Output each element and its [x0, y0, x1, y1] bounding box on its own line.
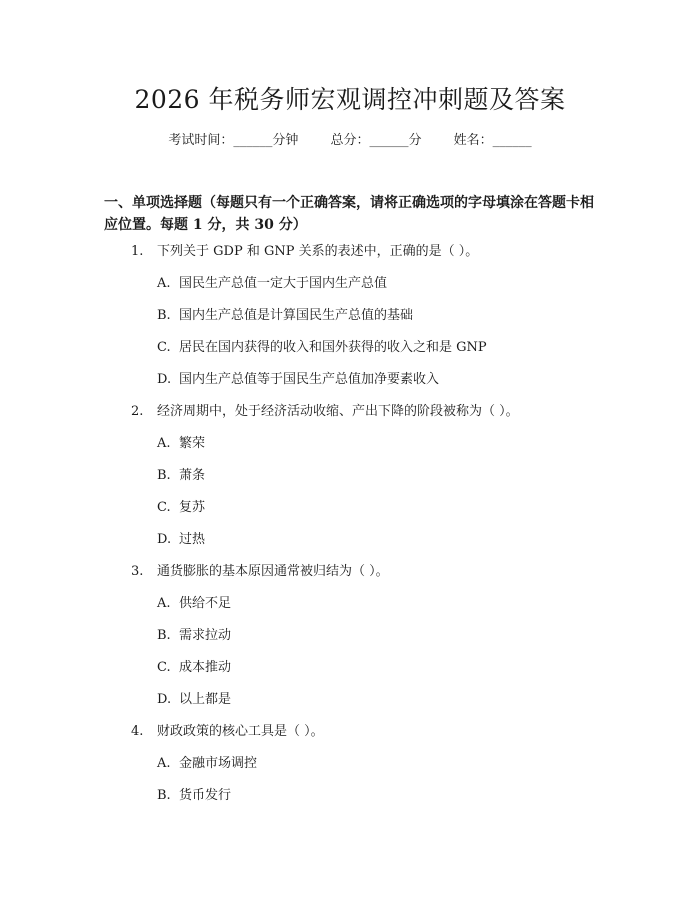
question-text: 通货膨胀的基本原因通常被归结为（ ）。 [157, 564, 389, 579]
question-number: 3. [131, 564, 144, 579]
option-letter: B. [157, 628, 171, 643]
option-letter: D. [157, 372, 172, 387]
question-2-option-b [0, 464, 700, 496]
option-text: 供给不足 [179, 596, 232, 611]
question-1-option-b [0, 304, 700, 336]
question-number: 4. [131, 724, 144, 739]
question-text: 财政政策的核心工具是（ ）。 [157, 724, 324, 739]
option-letter: A. [157, 276, 171, 291]
total-score-field: 总分：______分 [330, 133, 422, 148]
option-text: 需求拉动 [179, 628, 232, 643]
option-letter: C. [157, 500, 171, 515]
question-1-option-a [0, 272, 700, 304]
page-title: 2026 年税务师宏观调控冲刺题及答案 [134, 85, 566, 114]
option-letter: A. [157, 756, 171, 771]
question-3-option-a [0, 592, 700, 624]
option-letter: C. [157, 340, 171, 355]
question-3-option-c [0, 656, 700, 688]
option-letter: A. [157, 596, 171, 611]
option-text: 萧条 [179, 468, 206, 483]
question-4 [0, 720, 700, 752]
option-text: 以上都是 [179, 692, 232, 707]
option-text: 国内生产总值是计算国民生产总值的基础 [179, 308, 414, 323]
exam-meta [0, 132, 700, 150]
question-number: 2. [131, 404, 144, 419]
option-letter: B. [157, 468, 171, 483]
question-list [0, 240, 700, 816]
question-text: 下列关于 GDP 和 GNP 关系的表述中，正确的是（ ）。 [157, 244, 479, 259]
name-field: 姓名：______ [453, 133, 532, 148]
option-letter: A. [157, 436, 171, 451]
option-letter: B. [157, 788, 171, 803]
question-3-option-b [0, 624, 700, 656]
option-text: 居民在国内获得的收入和国外获得的收入之和是 GNP [179, 340, 487, 355]
question-3 [0, 560, 700, 592]
option-letter: C. [157, 660, 171, 675]
option-letter: D. [157, 692, 172, 707]
question-number: 1. [131, 244, 144, 259]
option-text: 繁荣 [179, 436, 206, 451]
section-heading: 一、单项选择题（每题只有一个正确答案，请将正确选项的字母填涂在答题卡相应位置。每题 1 分，共 30 分） [104, 195, 594, 233]
question-4-option-a [0, 752, 700, 784]
question-2-option-c [0, 496, 700, 528]
option-text: 国内生产总值等于国民生产总值加净要素收入 [179, 372, 440, 387]
option-text: 成本推动 [179, 660, 232, 675]
question-1 [0, 240, 700, 272]
exam-time-field: 考试时间：______分钟 [168, 133, 299, 148]
question-1-option-c [0, 336, 700, 368]
question-3-option-d [0, 688, 700, 720]
question-4-option-b [0, 784, 700, 816]
question-2-option-a [0, 432, 700, 464]
option-letter: D. [157, 532, 172, 547]
option-text: 过热 [179, 532, 206, 547]
question-2 [0, 400, 700, 432]
question-1-option-d [0, 368, 700, 400]
question-text: 经济周期中，处于经济活动收缩、产出下降的阶段被称为（ ）。 [157, 404, 519, 419]
option-text: 金融市场调控 [179, 756, 258, 771]
question-2-option-d [0, 528, 700, 560]
option-text: 国民生产总值一定大于国内生产总值 [179, 276, 388, 291]
option-letter: B. [157, 308, 171, 323]
option-text: 复苏 [179, 500, 206, 515]
option-text: 货币发行 [179, 788, 232, 803]
